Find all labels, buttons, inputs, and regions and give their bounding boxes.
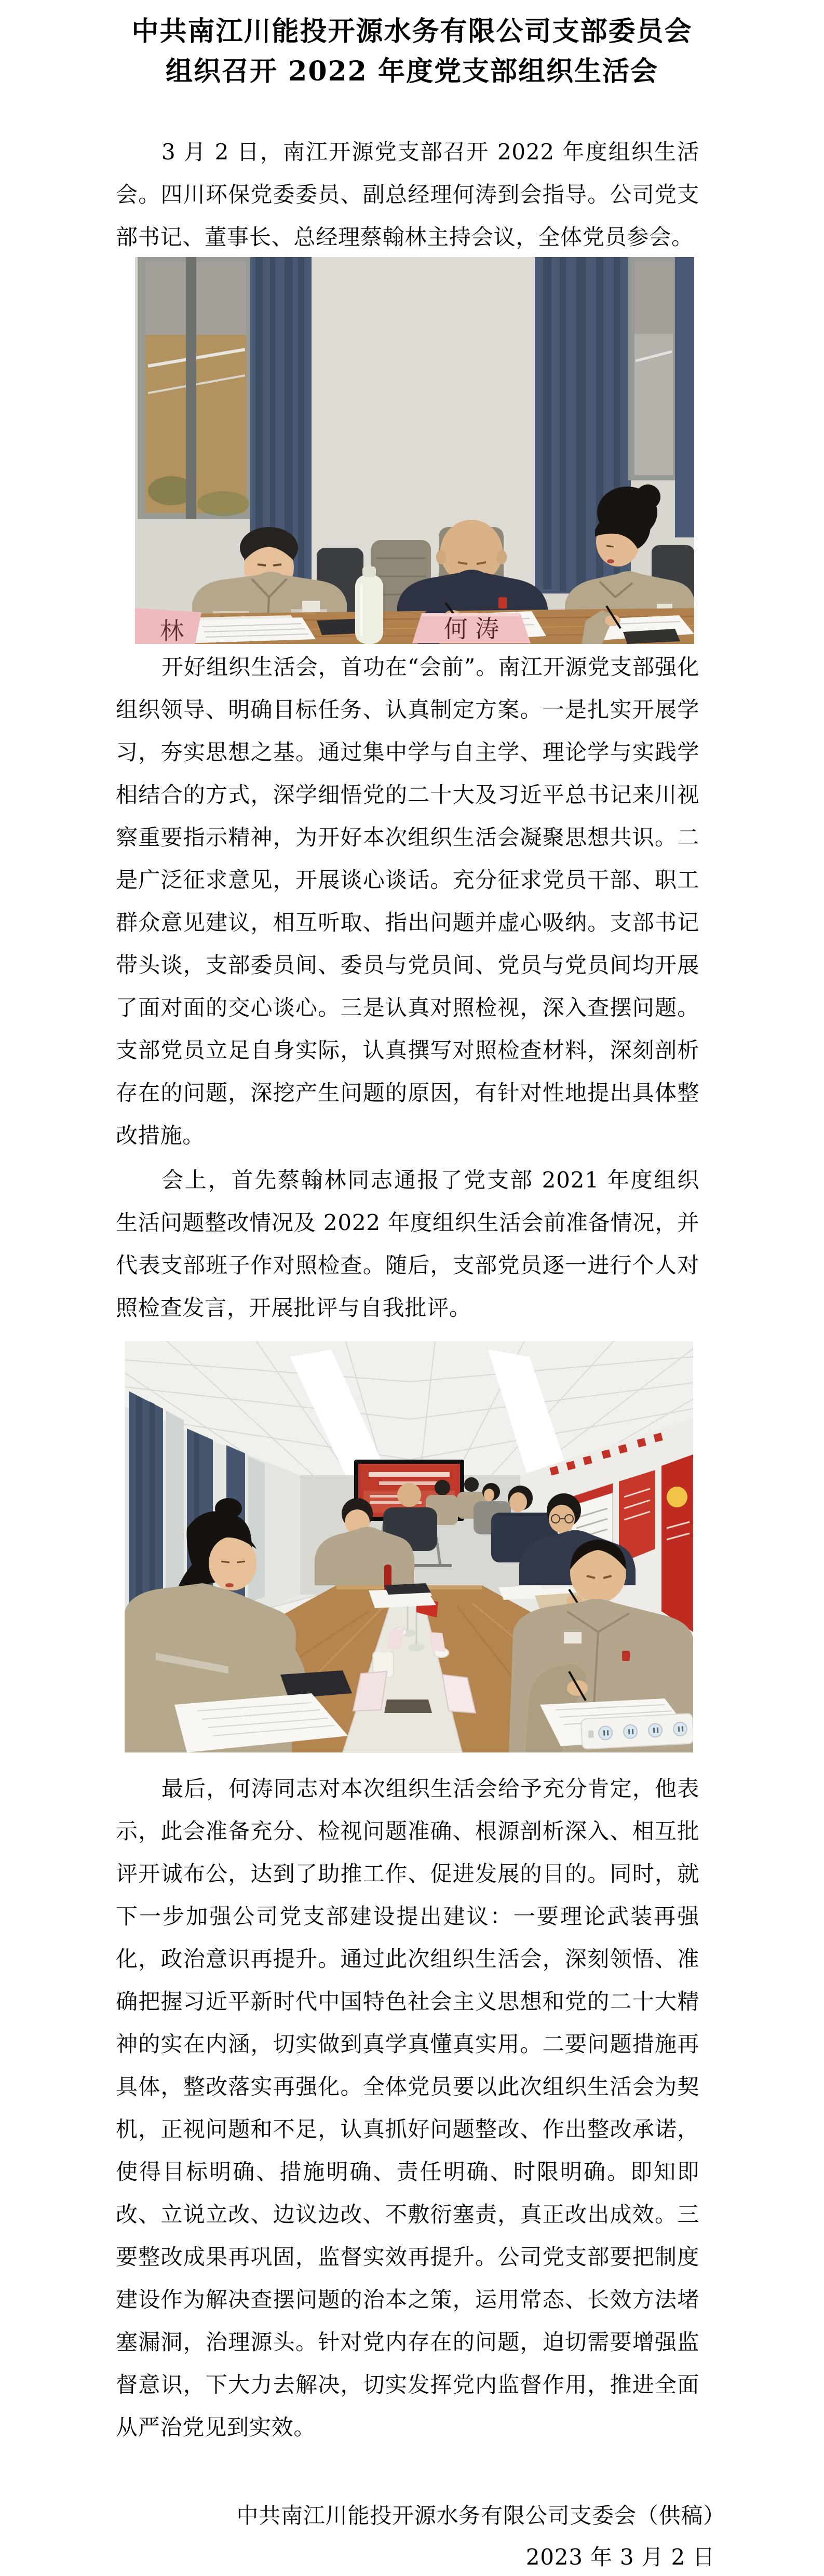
date-line: 2023 年 3 月 2 日 bbox=[525, 2544, 715, 2570]
document-title bbox=[0, 11, 824, 91]
name-plate-he-tao bbox=[412, 613, 531, 643]
paragraph-conclusion: 最后，何涛同志对本次组织生活会给予充分肯定，他表示，此会准备充分、检视问题准确、根源剖析深入、相互批评开诚布公，达到了助推工作、促进发展的目的。同时，就下一步加强公司党支部建设提出建议：一要理论武装再强化，政治意识再提升。通过此次组织生活会，深刻领悟、准确把握习近平新时代中国特色社会主义思想和党的二十大精神的实在内涵，切实做到真学真懂真实用。二要问题措施再具体，整改落实再强化。全体党员要以此次组织生活会为契机，正视问题和不足，认真抓好问题整改、作出整改承诺，使得目标明确、措施明确、责任明确、时限明确。即知即改、立说立改、边议边改、不敷衍塞责，真正改出成效。三要整改成果再巩固，监督实效再提升。公司党支部要把制度建设作为解决查摆问题的治本之策，运用常态、长效方法堵塞漏洞，治理源头。针对党内存在的问题，迫切需要增强监督意识，下大力去解决，切实发挥党内监督作用，推进全面从严治党见到实效。 bbox=[116, 1776, 699, 2440]
paragraph-intro: 3 月 2 日，南江开源党支部召开 2022 年度组织生活会。四川环保党委委员、副总经理何涛到会指导。公司党支部书记、董事长、总经理蔡翰林主持会议，全体党员参会。 bbox=[116, 139, 699, 250]
photo-leaders-at-desk bbox=[135, 257, 694, 644]
document-title-line1: 中共南江川能投开源水务有限公司支部委员会 bbox=[131, 16, 693, 47]
left-window bbox=[138, 257, 253, 519]
photo-leaders-illustration bbox=[135, 257, 694, 644]
photo-conference-illustration bbox=[125, 1341, 693, 1752]
photo-conference-table bbox=[125, 1341, 693, 1752]
paragraph-meeting: 会上，首先蔡翰林同志通报了党支部 2021 年度组织生活问题整改情况及 2022 年度组织生活会前准备情况，并代表支部班子作对照检查。随后，支部党员逐一进行个人对照检查发言，开展批评与自我批评。 bbox=[116, 1167, 699, 1320]
document-title-line2: 组织召开 2022 年度党支部组织生活会 bbox=[166, 56, 658, 87]
name-plate-left bbox=[135, 608, 201, 644]
party-banner bbox=[661, 1454, 693, 1632]
paragraph-preparation: 开好组织生活会，首功在“会前”。南江开源党支部强化组织领导、明确目标任务、认真制定方案。一是扎实开展学习，夯实思想之基。通过集中学与自主学、理论学与实践学相结合的方式，深学细悟党的二十大及习近平总书记来川视察重要指示精神，为开好本次组织生活会凝聚思想共识。二是广泛征求意见，开展谈心谈话。充分征求党员干部、职工群众意见建议，相互听取、指出问题并虚心吸纳。支部书记带头谈，支部委员间、委员与党员间、党员与党员间均开展了面对面的交心谈心。三是认真对照检视，深入查摆问题。支部党员立足自身实际，认真撰写对照检查材料，深刻剖析存在的问题，深挖产生问题的原因，有针对性地提出具体整改措施。 bbox=[116, 654, 699, 1148]
name-plate-he-tao-text: 何 涛 bbox=[443, 615, 499, 643]
power-strip bbox=[581, 1714, 693, 1749]
name-plate-left-text: 林 bbox=[160, 617, 184, 644]
signature-line: 中共南江川能投开源水务有限公司支委会（供稿） bbox=[236, 2503, 725, 2528]
